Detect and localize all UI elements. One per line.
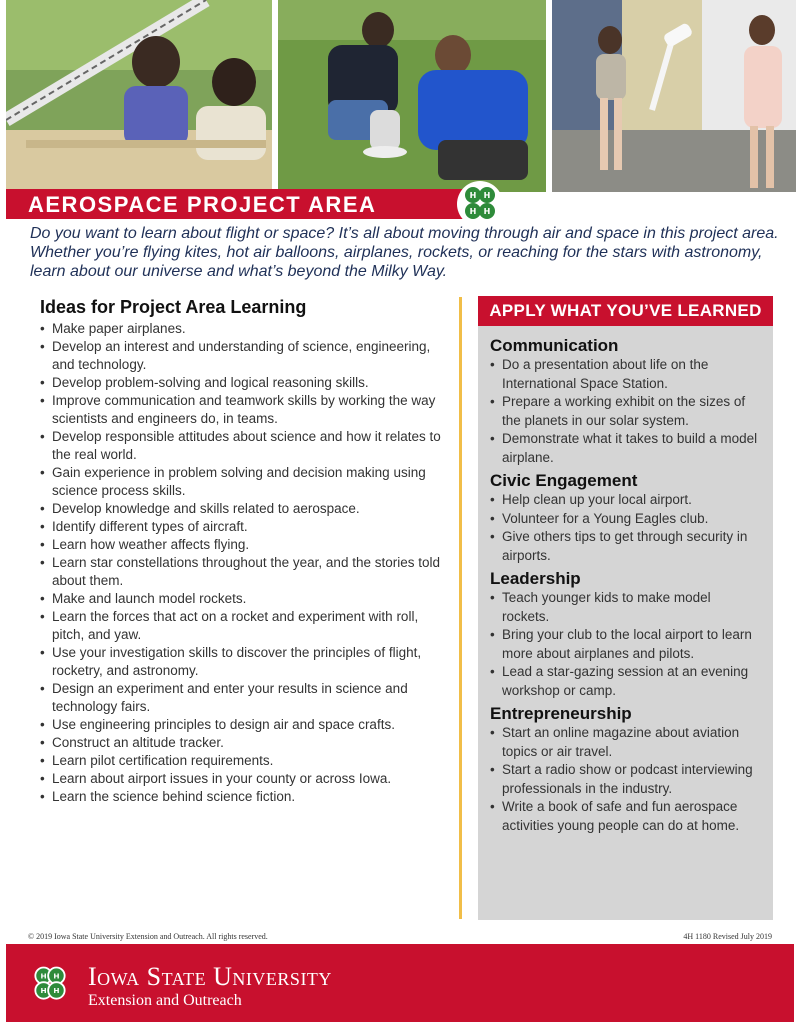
photo-kids-with-rocket-model — [6, 0, 272, 192]
list-item: • Improve communication and teamwork skills by working the way scientists and engineers do, in teams. — [40, 392, 445, 428]
apply-panel — [478, 296, 773, 920]
ideas-heading: Ideas for Project Area Learning — [40, 297, 307, 317]
list-item: • Make and launch model rockets. — [40, 590, 445, 608]
leadership-list — [490, 589, 761, 700]
copyright-notice: © 2019 Iowa State University Extension and Outreach. All rights reserved. — [28, 932, 268, 941]
svg-text:H: H — [483, 207, 491, 216]
list-item: • Learn the science behind science fiction. — [40, 788, 445, 806]
svg-text:H: H — [53, 971, 60, 981]
list-item: • Write a book of safe and fun aerospace activities young people can do at home. — [490, 798, 761, 835]
apply-heading: APPLY WHAT YOU’VE LEARNED — [478, 296, 773, 326]
list-item: • Teach younger kids to make model rockets. — [490, 589, 761, 626]
section-title-bar — [6, 189, 492, 219]
4h-clover-icon — [28, 962, 72, 1006]
list-item: • Use engineering principles to design air and space crafts. — [40, 716, 445, 734]
list-item: • Start a radio show or podcast interviewing professionals in the industry. — [490, 761, 761, 798]
ideas-list — [40, 320, 445, 806]
list-item: • Learn the forces that act on a rocket and experiment with roll, pitch, and yaw. — [40, 608, 445, 644]
apply-content — [478, 326, 773, 835]
list-item: • Demonstrate what it takes to build a model airplane. — [490, 430, 761, 467]
svg-text:H: H — [469, 207, 477, 216]
list-item: • Bring your club to the local airport to learn more about airplanes and pilots. — [490, 626, 761, 663]
list-item: • Learn pilot certification requirements. — [40, 752, 445, 770]
svg-text:H: H — [469, 191, 477, 200]
list-item: • Start an online magazine about aviation topics or air travel. — [490, 724, 761, 761]
ideas-section — [40, 297, 445, 806]
list-item: • Construct an altitude tracker. — [40, 734, 445, 752]
svg-text:H: H — [40, 971, 47, 981]
svg-text:H: H — [483, 191, 491, 200]
footer-bar — [6, 944, 794, 1022]
communication-list — [490, 356, 761, 467]
list-item: • Prepare a working exhibit on the sizes of the planets in our solar system. — [490, 393, 761, 430]
list-item: • Develop responsible attitudes about science and how it relates to the real world. — [40, 428, 445, 464]
photo-water-rocket-launch — [552, 0, 796, 192]
list-item: • Develop knowledge and skills related to aerospace. — [40, 500, 445, 518]
svg-text:H: H — [53, 986, 60, 996]
photo-strip — [0, 0, 800, 200]
svg-text:H: H — [40, 986, 47, 996]
list-item: • Identify different types of aircraft. — [40, 518, 445, 536]
list-item: • Lead a star-gazing session at an evening workshop or camp. — [490, 663, 761, 700]
section-heading-entrepreneurship: Entrepreneurship — [490, 704, 632, 723]
entrepreneurship-list — [490, 724, 761, 835]
list-item: • Learn about airport issues in your county or across Iowa. — [40, 770, 445, 788]
university-name: Iowa State University — [88, 962, 332, 991]
list-item: • Do a presentation about life on the International Space Station. — [490, 356, 761, 393]
list-item: • Gain experience in problem solving and decision making using science process skills. — [40, 464, 445, 500]
list-item: • Give others tips to get through security in airports. — [490, 528, 761, 565]
list-item: • Help clean up your local airport. — [490, 491, 761, 510]
photo-rocket-launch-on-grass — [278, 0, 546, 192]
university-subtitle: Extension and Outreach — [88, 992, 242, 1009]
revision-code: 4H 1180 Revised July 2019 — [683, 932, 772, 941]
column-divider — [459, 297, 462, 919]
page-title: AEROSPACE PROJECT AREA — [28, 192, 377, 217]
intro-paragraph: Do you want to learn about flight or space? It’s all about moving through air and space in this project area. Whether you’re flying kites, hot air balloons, airplanes, rockets, or reaching for the stars with astronomy, learn about our universe and what’s beyond the Milky Way. — [30, 225, 779, 280]
list-item: • Develop problem-solving and logical reasoning skills. — [40, 374, 445, 392]
section-heading-civic-engagement: Civic Engagement — [490, 471, 638, 490]
list-item: • Volunteer for a Young Eagles club. — [490, 510, 761, 529]
4h-clover-icon — [456, 180, 504, 228]
list-item: • Develop an interest and understanding of science, engineering, and technology. — [40, 338, 445, 374]
section-heading-communication: Communication — [490, 336, 619, 355]
list-item: • Design an experiment and enter your results in science and technology fairs. — [40, 680, 445, 716]
civic-engagement-list — [490, 491, 761, 565]
list-item: • Make paper airplanes. — [40, 320, 445, 338]
list-item: • Learn how weather affects flying. — [40, 536, 445, 554]
list-item: • Use your investigation skills to discover the principles of flight, rocketry, and astronomy. — [40, 644, 445, 680]
list-item: • Learn star constellations throughout the year, and the stories told about them. — [40, 554, 445, 590]
section-heading-leadership: Leadership — [490, 569, 581, 588]
